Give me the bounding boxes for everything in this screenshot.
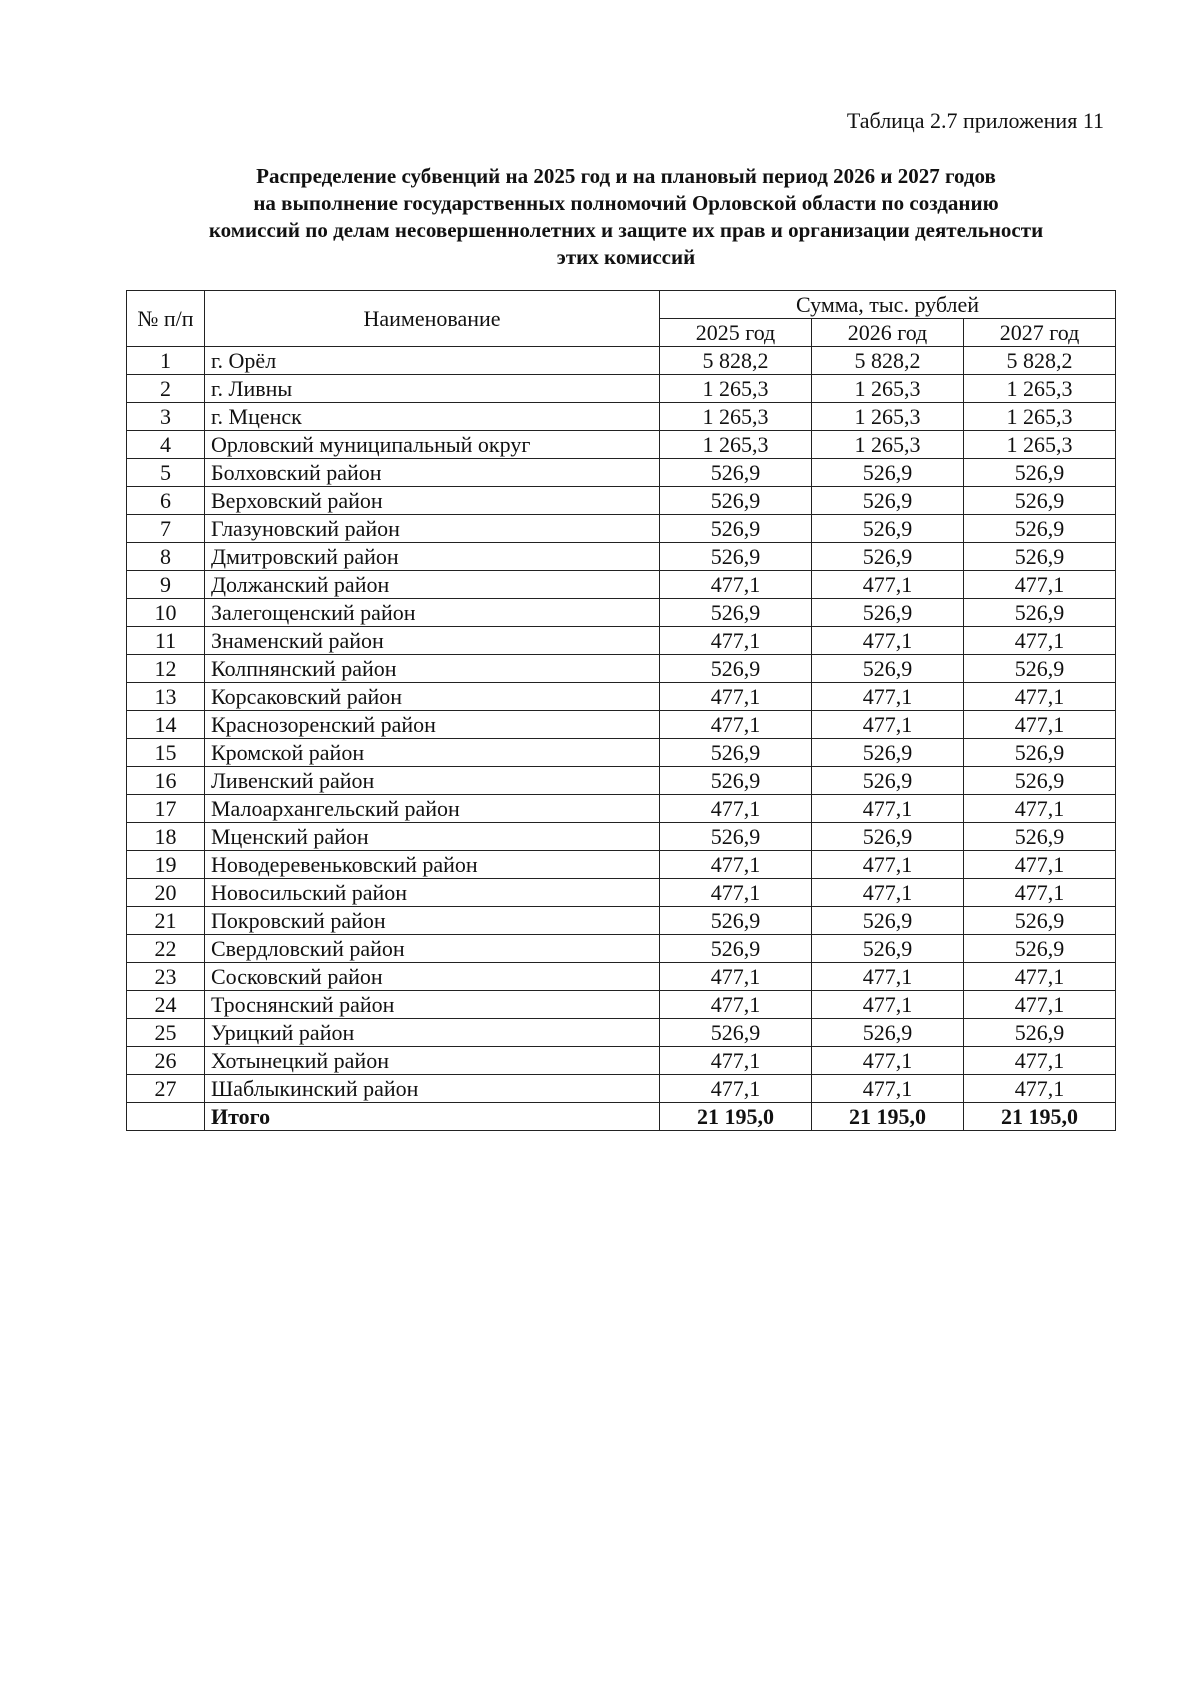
row-value-2025: 1 265,3 [660, 431, 812, 459]
row-value-2025: 1 265,3 [660, 375, 812, 403]
table-body [127, 347, 1116, 1131]
header-number: № п/п [127, 291, 205, 347]
row-value-2027: 1 265,3 [964, 403, 1116, 431]
table-row [127, 767, 1116, 795]
row-value-2025: 526,9 [660, 907, 812, 935]
row-name: Колпнянский район [205, 655, 660, 683]
row-number: 4 [127, 431, 205, 459]
row-name: Знаменский район [205, 627, 660, 655]
row-value-2026: 477,1 [812, 879, 964, 907]
row-value-2025: 477,1 [660, 963, 812, 991]
row-value-2027: 526,9 [964, 767, 1116, 795]
row-name: Краснозоренский район [205, 711, 660, 739]
row-value-2027: 526,9 [964, 935, 1116, 963]
total-number [127, 1103, 205, 1131]
row-value-2026: 477,1 [812, 963, 964, 991]
row-name: г. Орёл [205, 347, 660, 375]
row-value-2027: 1 265,3 [964, 375, 1116, 403]
table-row [127, 403, 1116, 431]
row-name: Троснянский район [205, 991, 660, 1019]
row-name: г. Мценск [205, 403, 660, 431]
row-value-2025: 477,1 [660, 879, 812, 907]
row-value-2026: 1 265,3 [812, 403, 964, 431]
row-number: 23 [127, 963, 205, 991]
table-row [127, 683, 1116, 711]
row-value-2027: 526,9 [964, 739, 1116, 767]
row-value-2026: 526,9 [812, 767, 964, 795]
row-name: Ливенский район [205, 767, 660, 795]
table-row [127, 459, 1116, 487]
table-row [127, 711, 1116, 739]
row-name: Мценский район [205, 823, 660, 851]
subsidy-table [126, 290, 1116, 1131]
title-line: Распределение субвенций на 2025 год и на плановый период 2026 и 2027 годов [256, 164, 996, 188]
table-row [127, 991, 1116, 1019]
row-value-2026: 526,9 [812, 739, 964, 767]
row-value-2026: 526,9 [812, 907, 964, 935]
row-name: Болховский район [205, 459, 660, 487]
table-row [127, 851, 1116, 879]
row-value-2025: 526,9 [660, 767, 812, 795]
row-number: 5 [127, 459, 205, 487]
row-name: Кромской район [205, 739, 660, 767]
row-value-2026: 477,1 [812, 991, 964, 1019]
row-number: 14 [127, 711, 205, 739]
row-name: Дмитровский район [205, 543, 660, 571]
row-name: Орловский муниципальный округ [205, 431, 660, 459]
row-value-2026: 526,9 [812, 599, 964, 627]
row-value-2026: 526,9 [812, 459, 964, 487]
row-value-2027: 526,9 [964, 823, 1116, 851]
row-value-2027: 526,9 [964, 515, 1116, 543]
row-value-2027: 477,1 [964, 1047, 1116, 1075]
row-value-2027: 526,9 [964, 655, 1116, 683]
row-value-2025: 526,9 [660, 515, 812, 543]
row-value-2026: 526,9 [812, 543, 964, 571]
row-value-2025: 477,1 [660, 1047, 812, 1075]
row-value-2025: 526,9 [660, 739, 812, 767]
table-row [127, 571, 1116, 599]
row-value-2026: 477,1 [812, 1047, 964, 1075]
header-year-2026: 2026 год [812, 319, 964, 347]
row-value-2025: 526,9 [660, 655, 812, 683]
row-value-2027: 477,1 [964, 963, 1116, 991]
row-name: Покровский район [205, 907, 660, 935]
row-value-2027: 477,1 [964, 1075, 1116, 1103]
row-name: Свердловский район [205, 935, 660, 963]
row-name: Шаблыкинский район [205, 1075, 660, 1103]
row-value-2025: 526,9 [660, 935, 812, 963]
table-row [127, 935, 1116, 963]
row-number: 7 [127, 515, 205, 543]
row-value-2026: 477,1 [812, 627, 964, 655]
row-number: 2 [127, 375, 205, 403]
total-label: Итого [205, 1103, 660, 1131]
table-row [127, 879, 1116, 907]
total-value-2027: 21 195,0 [964, 1103, 1116, 1131]
row-value-2025: 1 265,3 [660, 403, 812, 431]
row-value-2027: 477,1 [964, 795, 1116, 823]
row-number: 20 [127, 879, 205, 907]
table-row [127, 627, 1116, 655]
row-number: 13 [127, 683, 205, 711]
row-value-2027: 477,1 [964, 683, 1116, 711]
row-value-2025: 477,1 [660, 683, 812, 711]
total-value-2025: 21 195,0 [660, 1103, 812, 1131]
row-value-2026: 526,9 [812, 1019, 964, 1047]
table-row [127, 1047, 1116, 1075]
row-value-2027: 526,9 [964, 487, 1116, 515]
row-value-2025: 526,9 [660, 823, 812, 851]
row-value-2025: 477,1 [660, 991, 812, 1019]
row-number: 12 [127, 655, 205, 683]
document-title [128, 163, 1124, 271]
header-year-2025: 2025 год [660, 319, 812, 347]
table-row [127, 795, 1116, 823]
row-number: 8 [127, 543, 205, 571]
row-number: 21 [127, 907, 205, 935]
row-number: 10 [127, 599, 205, 627]
row-number: 1 [127, 347, 205, 375]
table-row [127, 655, 1116, 683]
row-value-2027: 477,1 [964, 627, 1116, 655]
table-row [127, 823, 1116, 851]
row-value-2026: 526,9 [812, 655, 964, 683]
row-value-2025: 477,1 [660, 1075, 812, 1103]
row-name: Хотынецкий район [205, 1047, 660, 1075]
row-value-2027: 526,9 [964, 599, 1116, 627]
row-value-2027: 526,9 [964, 543, 1116, 571]
row-value-2026: 5 828,2 [812, 347, 964, 375]
row-number: 16 [127, 767, 205, 795]
row-name: Сосковский район [205, 963, 660, 991]
row-value-2027: 477,1 [964, 851, 1116, 879]
table-header [127, 291, 1116, 347]
header-year-2027: 2027 год [964, 319, 1116, 347]
row-value-2025: 477,1 [660, 795, 812, 823]
row-value-2026: 477,1 [812, 711, 964, 739]
row-value-2027: 526,9 [964, 459, 1116, 487]
row-number: 11 [127, 627, 205, 655]
row-value-2027: 477,1 [964, 879, 1116, 907]
row-value-2026: 526,9 [812, 515, 964, 543]
row-number: 6 [127, 487, 205, 515]
row-value-2026: 477,1 [812, 1075, 964, 1103]
row-value-2025: 477,1 [660, 571, 812, 599]
row-number: 25 [127, 1019, 205, 1047]
row-value-2025: 477,1 [660, 711, 812, 739]
table-row [127, 431, 1116, 459]
row-value-2027: 477,1 [964, 571, 1116, 599]
total-row [127, 1103, 1116, 1131]
row-name: г. Ливны [205, 375, 660, 403]
row-value-2026: 477,1 [812, 571, 964, 599]
table-row [127, 487, 1116, 515]
row-number: 18 [127, 823, 205, 851]
row-name: Верховский район [205, 487, 660, 515]
row-number: 26 [127, 1047, 205, 1075]
table-row [127, 347, 1116, 375]
row-number: 24 [127, 991, 205, 1019]
row-name: Новодеревеньковский район [205, 851, 660, 879]
row-value-2027: 477,1 [964, 711, 1116, 739]
row-value-2026: 1 265,3 [812, 431, 964, 459]
row-value-2025: 477,1 [660, 627, 812, 655]
row-name: Урицкий район [205, 1019, 660, 1047]
row-value-2026: 477,1 [812, 795, 964, 823]
row-number: 17 [127, 795, 205, 823]
row-number: 15 [127, 739, 205, 767]
row-number: 3 [127, 403, 205, 431]
row-name: Корсаковский район [205, 683, 660, 711]
row-number: 22 [127, 935, 205, 963]
row-number: 27 [127, 1075, 205, 1103]
table-row [127, 1019, 1116, 1047]
row-name: Новосильский район [205, 879, 660, 907]
row-name: Залегощенский район [205, 599, 660, 627]
table-row [127, 963, 1116, 991]
table-row [127, 515, 1116, 543]
title-line: комиссий по делам несовершеннолетних и защите их прав и организации деятельности [208, 218, 1044, 242]
row-value-2026: 526,9 [812, 935, 964, 963]
row-value-2027: 526,9 [964, 1019, 1116, 1047]
table-row [127, 739, 1116, 767]
row-name: Должанский район [205, 571, 660, 599]
row-value-2025: 5 828,2 [660, 347, 812, 375]
title-line: этих комиссий [556, 245, 696, 269]
row-value-2026: 477,1 [812, 851, 964, 879]
row-value-2026: 526,9 [812, 823, 964, 851]
row-name: Малоархангельский район [205, 795, 660, 823]
row-value-2027: 5 828,2 [964, 347, 1116, 375]
row-value-2026: 526,9 [812, 487, 964, 515]
row-value-2025: 477,1 [660, 851, 812, 879]
table-row [127, 907, 1116, 935]
total-value-2026: 21 195,0 [812, 1103, 964, 1131]
table-row [127, 599, 1116, 627]
row-value-2027: 526,9 [964, 907, 1116, 935]
row-value-2025: 526,9 [660, 1019, 812, 1047]
row-name: Глазуновский район [205, 515, 660, 543]
table-row [127, 1075, 1116, 1103]
row-number: 9 [127, 571, 205, 599]
row-value-2026: 477,1 [812, 683, 964, 711]
row-value-2025: 526,9 [660, 459, 812, 487]
table-row [127, 375, 1116, 403]
row-value-2027: 1 265,3 [964, 431, 1116, 459]
row-value-2027: 477,1 [964, 991, 1116, 1019]
row-value-2025: 526,9 [660, 599, 812, 627]
table-row [127, 543, 1116, 571]
row-value-2026: 1 265,3 [812, 375, 964, 403]
appendix-label: Таблица 2.7 приложения 11 [846, 108, 1104, 133]
header-name: Наименование [205, 291, 660, 347]
header-sum: Сумма, тыс. рублей [660, 291, 1116, 319]
title-line: на выполнение государственных полномочий Орловской области по созданию [253, 191, 999, 215]
row-value-2025: 526,9 [660, 487, 812, 515]
row-value-2025: 526,9 [660, 543, 812, 571]
row-number: 19 [127, 851, 205, 879]
